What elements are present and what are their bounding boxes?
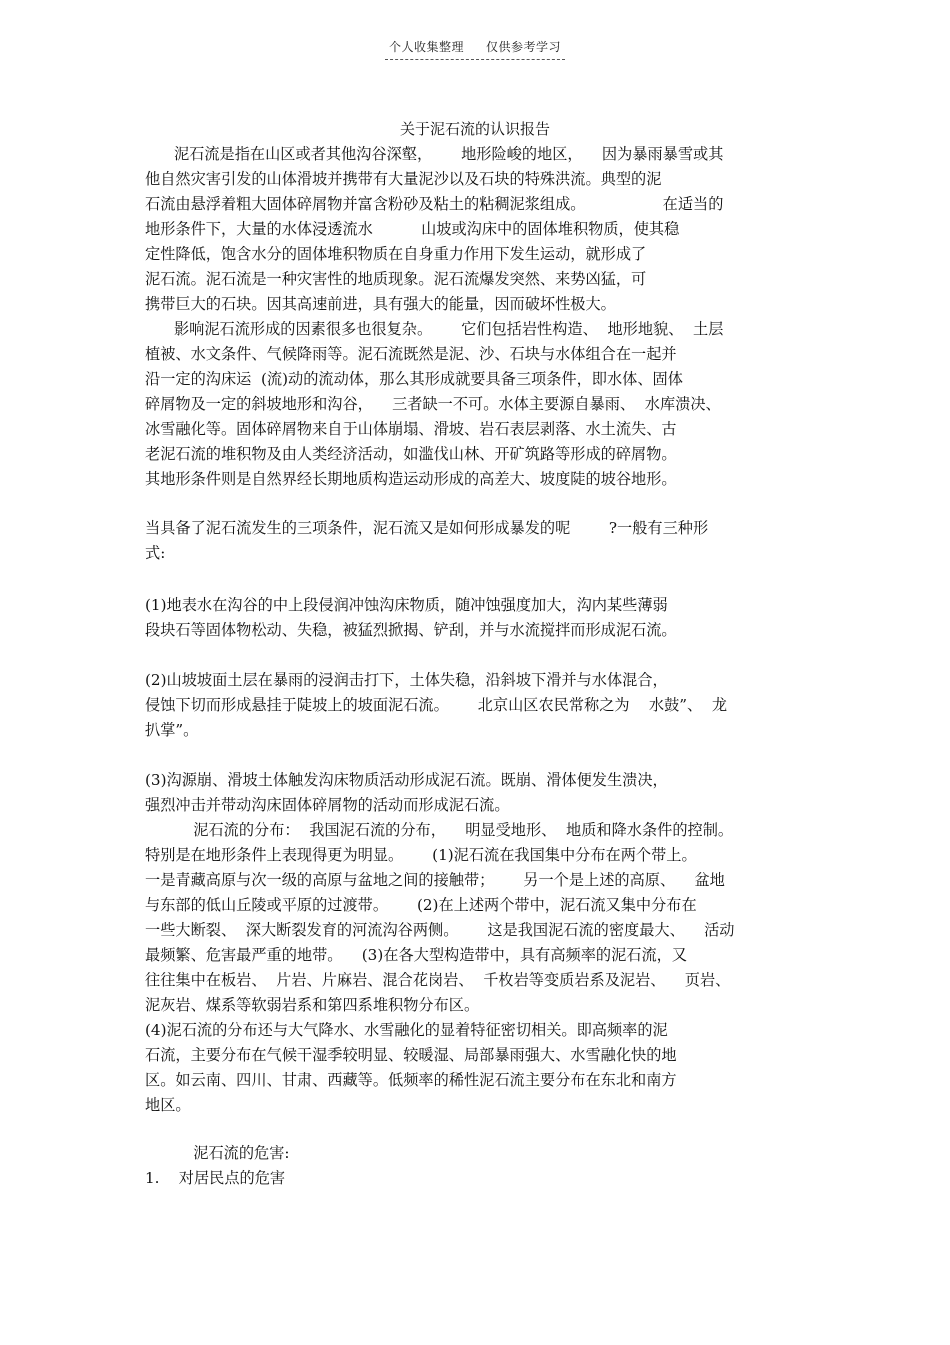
text-line: 沿一定的沟床运 (流)动的流动体，那么其形成就要具备三项条件，即水体、固体 bbox=[145, 370, 683, 388]
text-line: 最频繁、危害最严重的地带。 (3)在各大型构造带中，具有高频率的泥石流，又 bbox=[145, 946, 688, 964]
text-line: 泥石流的分布： 我国泥石流的分布， 明显受地形、 地质和降水条件的控制。 bbox=[145, 821, 734, 839]
text-line: 与东部的低山丘陵或平原的过渡带。 (2)在上述两个带中，泥石流又集中分布在 bbox=[145, 896, 697, 914]
text-line: 老泥石流的堆积物及由人类经济活动，如滥伐山林、开矿筑路等形成的碎屑物。 bbox=[145, 445, 677, 463]
text-line: 携带巨大的石块。因其高速前进，具有强大的能量，因而破坏性极大。 bbox=[145, 295, 616, 313]
header-text bbox=[385, 38, 565, 60]
text-line: 强烈冲击并带动沟床固体碎屑物的活动而形成泥石流。 bbox=[145, 796, 510, 814]
text-line: 石流，主要分布在气候干湿季较明显、较暖湿、局部暴雨强大、水雪融化快的地 bbox=[145, 1046, 677, 1064]
text-line: 区。如云南、四川、甘肃、西藏等。低频率的稀性泥石流主要分布在东北和南方 bbox=[145, 1071, 677, 1089]
text-line: (4)泥石流的分布还与大气降水、水雪融化的显着特征密切相关。即高频率的泥 bbox=[145, 1021, 668, 1039]
header-right-text: 仅供参考学习 bbox=[486, 40, 562, 54]
text-line: 扒掌”。 bbox=[145, 721, 199, 739]
text-line: 他自然灾害引发的山体滑坡并携带有大量泥沙以及石块的特殊洪流。典型的泥 bbox=[145, 170, 662, 188]
text-line: 往往集中在板岩、 片岩、片麻岩、混合花岗岩、 千枚岩等变质岩系及泥岩、 页岩、 bbox=[145, 971, 731, 989]
text-line: 影响泥石流形成的因素很多也很复杂。 它们包括岩性构造、 地形地貌、 土层 bbox=[145, 320, 724, 338]
text-line: 地区。 bbox=[145, 1096, 191, 1114]
text-line: 一些大断裂、 深大断裂发育的河流沟谷两侧。 这是我国泥石流的密度最大、 活动 bbox=[145, 921, 735, 939]
document-title: 关于泥石流的认识报告 bbox=[399, 120, 550, 138]
text-line: 冰雪融化等。固体碎屑物来自于山体崩塌、滑坡、岩石表层剥落、水土流失、古 bbox=[145, 420, 677, 438]
text-line: 定性降低，饱含水分的固体堆积物质在自身重力作用下发生运动，就形成了 bbox=[145, 245, 647, 263]
text-line: 特别是在地形条件上表现得更为明显。 (1)泥石流在我国集中分布在两个带上。 bbox=[145, 846, 697, 864]
text-line: 泥石流的危害: bbox=[145, 1144, 290, 1162]
text-line: 地形条件下，大量的水体浸透流水 山坡或沟床中的固体堆积物质，使其稳 bbox=[145, 220, 680, 238]
text-line: 式: bbox=[145, 544, 166, 562]
text-line: 泥石流是指在山区或者其他沟谷深壑， 地形险峻的地区， 因为暴雨暴雪或其 bbox=[145, 145, 724, 163]
text-line: 1. 对居民点的危害 bbox=[145, 1169, 286, 1187]
text-line: 碎屑物及一定的斜坡地形和沟谷， 三者缺一不可。水体主要源自暴雨、 水库溃决、 bbox=[145, 395, 721, 413]
text-line: 泥灰岩、煤系等软弱岩系和第四系堆积物分布区。 bbox=[145, 996, 480, 1014]
header-left-text: 个人收集整理 bbox=[388, 40, 464, 54]
text-line: 当具备了泥石流发生的三项条件，泥石流又是如何形成暴发的呢 ?一般有三种形 bbox=[145, 519, 709, 537]
text-line: 侵蚀下切而形成悬挂于陡坡上的坡面泥石流。 北京山区农民常称之为 水鼓”、 龙 bbox=[145, 696, 728, 714]
text-line: 其地形条件则是自然界经长期地质构造运动形成的高差大、坡度陡的坡谷地形。 bbox=[145, 470, 677, 488]
text-line: 泥石流。泥石流是一种灾害性的地质现象。泥石流爆发突然、来势凶猛，可 bbox=[145, 270, 647, 288]
text-line: 一是青藏高原与次一级的高原与盆地之间的接触带； 另一个是上述的高原、 盆地 bbox=[145, 871, 725, 889]
text-line: 植被、水文条件、气候降雨等。泥石流既然是泥、沙、石块与水体组合在一起并 bbox=[145, 345, 677, 363]
text-line: (1)地表水在沟谷的中上段侵润冲蚀沟床物质，随冲蚀强度加大，沟内某些薄弱 bbox=[145, 596, 668, 614]
text-line: (3)沟源崩、滑坡土体触发沟床物质活动形成泥石流。既崩、滑体便发生溃决， bbox=[145, 771, 668, 789]
text-line: 石流由悬浮着粗大固体碎屑物并富含粉砂及粘土的粘稠泥浆组成。 在适当的 bbox=[145, 195, 724, 213]
page-header bbox=[0, 38, 950, 60]
text-line: 段块石等固体物松动、失稳，被猛烈掀揭、铲刮，并与水流搅拌而形成泥石流。 bbox=[145, 621, 677, 639]
text-line: (2)山坡坡面土层在暴雨的浸润击打下，土体失稳，沿斜坡下滑并与水体混合， bbox=[145, 671, 668, 689]
